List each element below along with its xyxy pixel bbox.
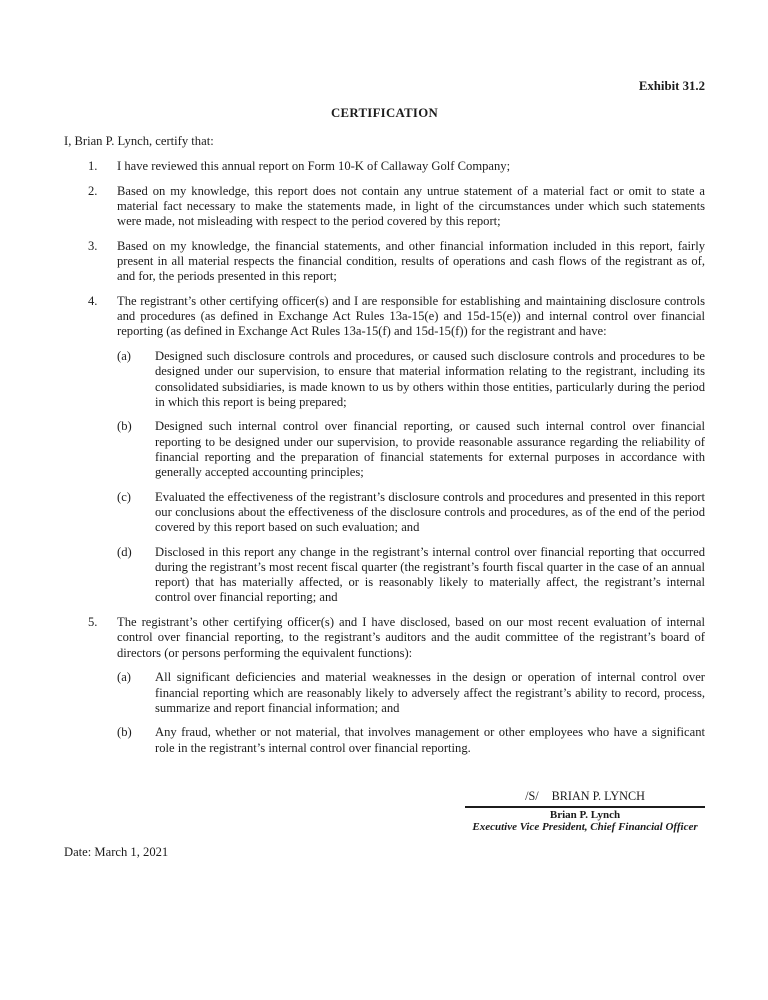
sub-item-text: Designed such internal control over financial reporting, or caused such internal control over financial reporting to be designed under our supervision, to provide reasonable assurance regarding the reliability of financial reporting and the preparation of financial statements for external purposes in accordance with generally accepted accounting principles; [155, 419, 705, 480]
signature-printed-name: Brian P. Lynch [549, 809, 621, 822]
sub-item-4c [117, 490, 705, 536]
list-item-3 [64, 239, 705, 285]
sub-item-text: Designed such disclosure controls and procedures, or caused such disclosure controls and procedures to be designed under our supervision, to ensure that material information relating to the registrant, including its consolidated subsidiaries, is made known to us by others within those entities, particularly during the period in which this report is being prepared; [155, 349, 705, 409]
sub-list-4 [117, 349, 705, 606]
list-item-2 [64, 184, 705, 230]
exhibit-label: Exhibit 31.2 [638, 79, 705, 93]
sub-item-4a [117, 349, 705, 410]
signature-block [465, 789, 705, 834]
sub-item-marker: (b) [117, 419, 132, 434]
signature-typed-line [465, 789, 705, 808]
sub-item-5a [117, 670, 705, 716]
sub-item-text: Disclosed in this report any change in the registrant’s internal control over financial reporting that occurred during the registrant’s most recent fiscal quarter (the registrant’s fourth fiscal quarter in the case of an annual report) that has materially affected, or is reasonably likely to materially affect, the registrant’s internal control over financial reporting; and [155, 544, 705, 605]
list-item-marker: 4. [88, 294, 98, 309]
date-line: Date: March 1, 2021 [64, 844, 169, 859]
signature-slash: /S/ [525, 788, 539, 803]
list-item-marker: 5. [88, 615, 98, 630]
sub-item-marker: (c) [117, 489, 131, 504]
list-item-text: The registrant’s other certifying officer(s) and I are responsible for establishing and maintaining disclosure controls and procedures (as defined in Exchange Act Rules 13a-15(e) and 15d-15(e)) and internal control over financial reporting (as defined in Exchange Act Rules 13a-15(f) and 15d-15(f)) for the registrant and have: [117, 294, 705, 339]
list-item-marker: 3. [88, 238, 98, 253]
sub-item-marker: (d) [117, 544, 132, 559]
sub-item-marker: (a) [117, 670, 131, 685]
list-item-marker: 2. [88, 183, 98, 198]
list-item-text: Based on my knowledge, this report does not contain any untrue statement of a material fact or omit to state a material fact necessary to make the statements made, in light of the circumstances under which such statements were made, not misleading with respect to the period covered by this report; [117, 183, 705, 229]
sub-list-5 [117, 670, 705, 756]
intro-line: I, Brian P. Lynch, certify that: [64, 134, 214, 149]
list-item-1 [64, 159, 705, 174]
list-item-text: Based on my knowledge, the financial statements, and other financial information included in this report, fairly present in all material respects the financial condition, results of operations and cash flows of the registrant as of, and for, the periods presented in this report; [117, 238, 705, 284]
signature-typed-name: BRIAN P. LYNCH [551, 788, 645, 803]
sub-item-text: All significant deficiencies and material weaknesses in the design or operation of internal control over financial reporting which are reasonably likely to adversely affect the registrant’s ability to record, process, summarize and report financial information; and [155, 670, 705, 715]
list-item-4 [64, 294, 705, 606]
sub-item-5b [117, 725, 705, 755]
sub-item-marker: (a) [117, 349, 131, 364]
sub-item-4b [117, 419, 705, 480]
sub-item-4d [117, 545, 705, 606]
list-item-text: The registrant’s other certifying officer(s) and I have disclosed, based on our most recent evaluation of internal control over financial reporting, to the registrant’s auditors and the audit committee of the registrant’s board of directors (or persons performing the equivalent functions): [117, 615, 705, 660]
certification-title: CERTIFICATION [330, 106, 439, 121]
sub-item-marker: (b) [117, 725, 132, 740]
list-item-5 [64, 615, 705, 756]
list-item-marker: 1. [88, 159, 98, 174]
sub-item-text: Evaluated the effectiveness of the registrant’s disclosure controls and procedures and presented in this report our conclusions about the effectiveness of the disclosure controls and procedures, as of the end of the period covered by this report based on such evaluation; and [155, 489, 705, 535]
list-item-text: I have reviewed this annual report on Form 10-K of Callaway Golf Company; [117, 159, 511, 174]
signature-officer-title: Executive Vice President, Chief Financial Officer [472, 820, 698, 833]
sub-item-text: Any fraud, whether or not material, that involves management or other employees who have a significant role in the registrant’s internal control over financial reporting. [155, 725, 705, 755]
